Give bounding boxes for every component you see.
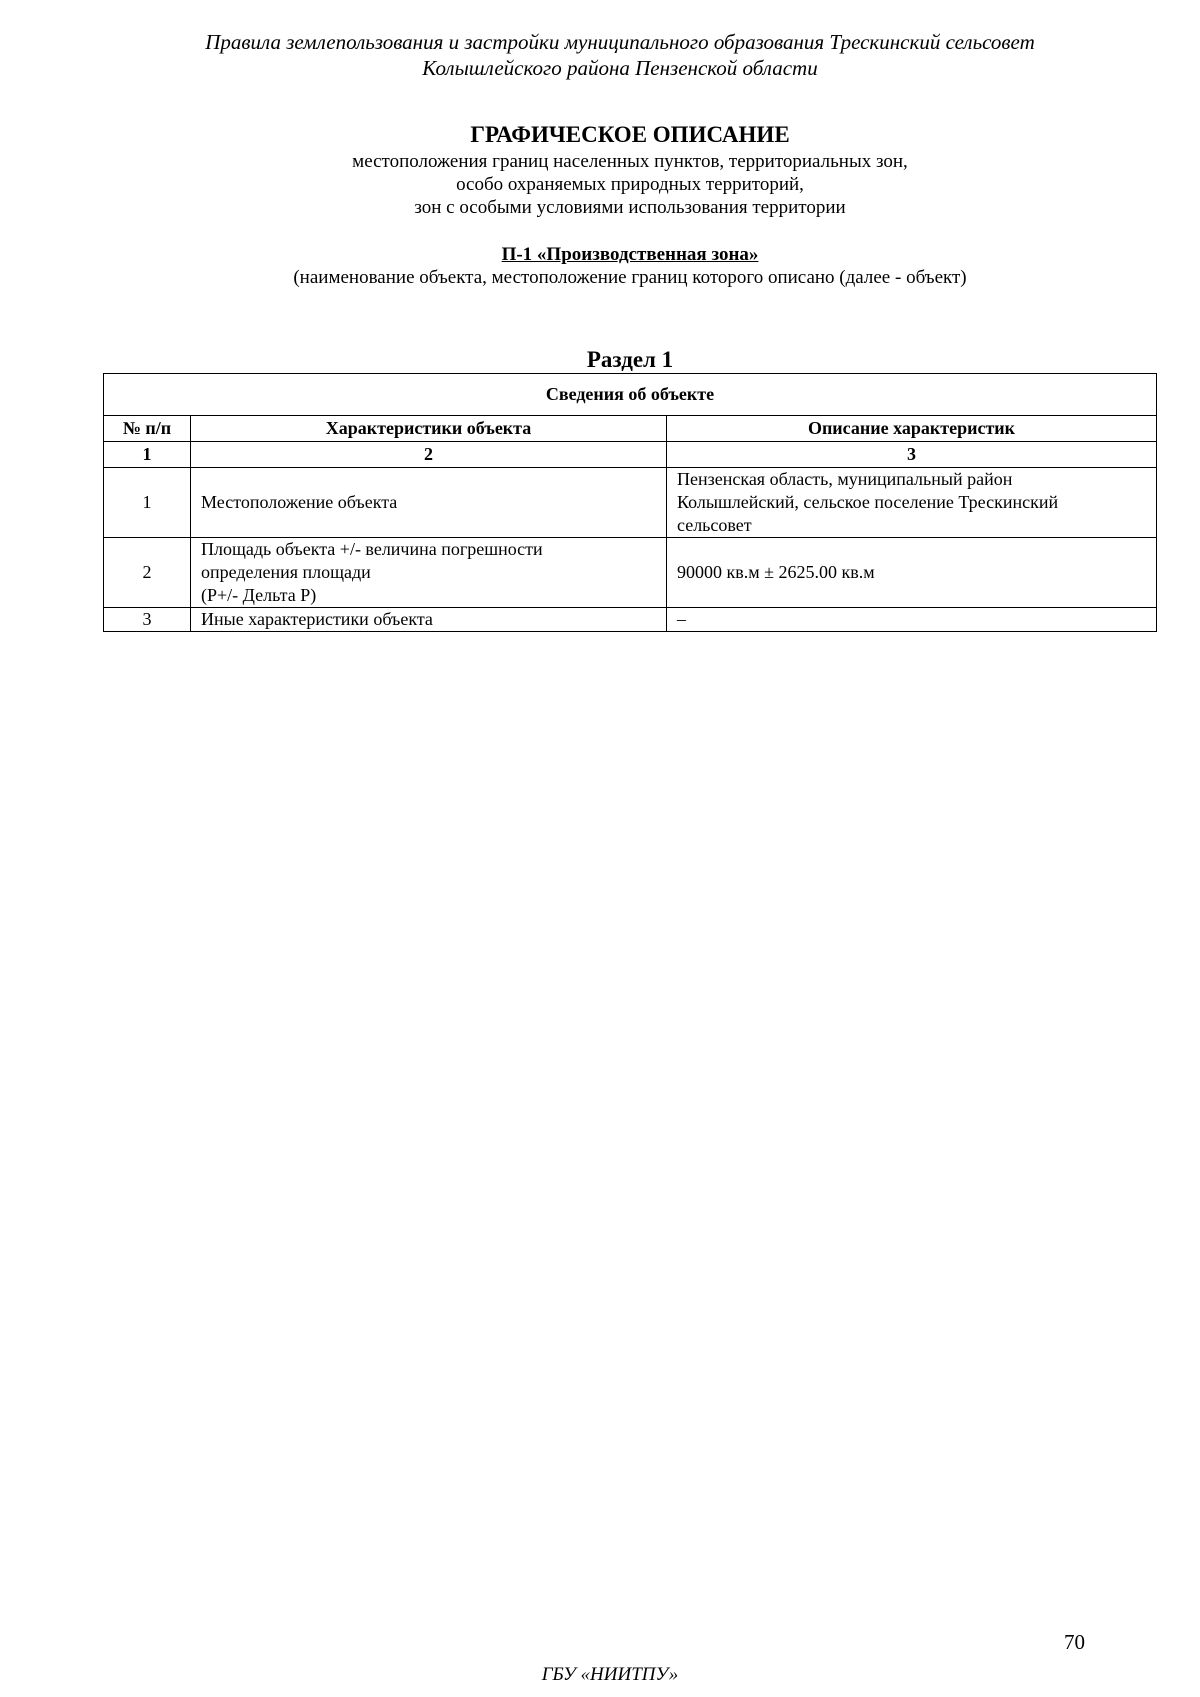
description-line: Колышлейский, сельское поселение Трескинский <box>677 492 1059 512</box>
characteristic-line: определения площади <box>201 562 371 582</box>
row-number: 2 <box>104 538 191 608</box>
description-line: сельсовет <box>677 515 752 535</box>
table-column-numbers-row <box>104 442 1157 468</box>
object-caption: (наименование объекта, местоположение границ которого описано (далее - объект) <box>293 267 967 288</box>
row-characteristic <box>191 538 667 608</box>
row-characteristic <box>191 468 667 538</box>
subtitle-line-2: особо охраняемых природных территорий, <box>456 174 804 195</box>
characteristic-line: Площадь объекта +/- величина погрешности <box>201 539 543 559</box>
object-info-table <box>103 373 1157 632</box>
table-row <box>104 608 1157 632</box>
column-number-2: 2 <box>191 442 667 468</box>
table-header-row <box>104 416 1157 442</box>
description-line: Пензенская область, муниципальный район <box>677 469 1013 489</box>
document-title: ГРАФИЧЕСКОЕ ОПИСАНИЕ <box>470 122 790 147</box>
characteristic-line: Местоположение объекта <box>201 492 398 512</box>
table-caption-row <box>104 374 1157 416</box>
subtitle-line-1: местоположения границ населенных пунктов, территориальных зон, <box>352 151 908 172</box>
table-caption: Сведения об объекте <box>104 374 1157 416</box>
column-number-3: 3 <box>667 442 1157 468</box>
header-line-1: Правила землепользования и застройки муниципального образования Трескинский сельсовет <box>205 30 1035 54</box>
header-description: Описание характеристик <box>667 416 1157 442</box>
row-characteristic <box>191 608 667 632</box>
header-num: № п/п <box>104 416 191 442</box>
row-description <box>667 468 1157 538</box>
document-subtitle <box>0 150 1200 219</box>
section-title: Раздел 1 <box>586 347 674 372</box>
page-footer: ГБУ «НИИТПУ» <box>541 1664 679 1685</box>
header-line-2: Колышлейского района Пензенской области <box>422 56 818 80</box>
row-description <box>667 608 1157 632</box>
column-number-1: 1 <box>104 442 191 468</box>
subtitle-line-3: зон с особыми условиями использования территории <box>414 197 846 218</box>
page-number: 70 <box>1064 1630 1085 1654</box>
row-description <box>667 538 1157 608</box>
object-name-text: П-1 «Производственная зона» <box>501 244 759 265</box>
description-line: – <box>677 609 686 629</box>
characteristic-line: (Р+/- Дельта Р) <box>201 585 317 605</box>
table-row <box>104 538 1157 608</box>
header-characteristic: Характеристики объекта <box>191 416 667 442</box>
description-line: 90000 кв.м ± 2625.00 кв.м <box>677 562 875 582</box>
page-header <box>0 29 1200 81</box>
table-row <box>104 468 1157 538</box>
row-number: 3 <box>104 608 191 632</box>
object-name <box>0 243 1200 267</box>
characteristic-line: Иные характеристики объекта <box>201 609 433 629</box>
row-number: 1 <box>104 468 191 538</box>
